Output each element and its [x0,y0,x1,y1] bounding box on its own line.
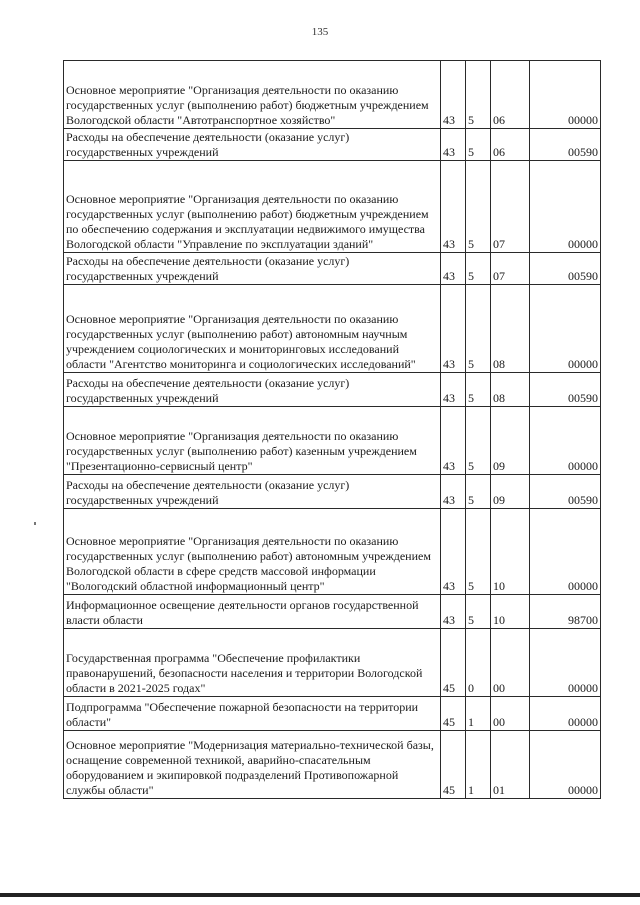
row-description: Расходы на обеспечение деятельности (оказание услуг) государственных учреждений [64,373,441,407]
row-code-1: 43 [441,509,466,595]
table-row [64,407,601,475]
row-code-2: 5 [466,595,491,629]
scan-edge-rule [0,893,640,897]
row-code-3: 06 [491,129,530,161]
row-description: Основное мероприятие "Организация деятельности по оказанию государственных услуг (выполнению работ) автономным учреждением Вологодской области в сфере средств массовой информации "Вологодский областной информационный центр" [64,509,441,595]
row-code-4: 00590 [530,253,601,285]
row-description: Подпрограмма "Обеспечение пожарной безопасности на территории области" [64,697,441,731]
row-code-1: 45 [441,731,466,799]
row-code-1: 43 [441,129,466,161]
row-description: Основное мероприятие "Модернизация материально-технической базы, оснащение современной техникой, аварийно-спасательным оборудованием и экипировкой подразделений Противопожарной службы области" [64,731,441,799]
table-row [64,629,601,697]
row-code-4: 00000 [530,161,601,253]
row-description: Расходы на обеспечение деятельности (оказание услуг) государственных учреждений [64,475,441,509]
row-code-2: 5 [466,253,491,285]
row-code-3: 10 [491,509,530,595]
table-row [64,161,601,253]
row-code-4: 00590 [530,475,601,509]
row-code-3: 09 [491,407,530,475]
row-description: Основное мероприятие "Организация деятельности по оказанию государственных услуг (выполнению работ) автономным научным учреждением социологических и мониторинговых исследований области "Агентство мониторинга и социологических исследований" [64,285,441,373]
row-code-1: 43 [441,373,466,407]
row-code-4: 00000 [530,731,601,799]
table-row [64,697,601,731]
row-code-2: 5 [466,161,491,253]
row-code-3: 09 [491,475,530,509]
row-description: Государственная программа "Обеспечение профилактики правонарушений, безопасности населения и территории Вологодской области в 2021-2025 годах" [64,629,441,697]
table-row [64,285,601,373]
row-code-2: 1 [466,731,491,799]
row-code-2: 5 [466,61,491,129]
row-code-1: 43 [441,285,466,373]
table-row [64,61,601,129]
row-code-3: 08 [491,373,530,407]
scan-speck [34,522,36,525]
row-code-1: 43 [441,61,466,129]
row-code-2: 5 [466,129,491,161]
table-row [64,509,601,595]
table-row [64,475,601,509]
row-description: Расходы на обеспечение деятельности (оказание услуг) государственных учреждений [64,253,441,285]
row-code-2: 5 [466,509,491,595]
row-code-4: 98700 [530,595,601,629]
row-code-1: 43 [441,407,466,475]
row-code-4: 00590 [530,373,601,407]
table-row [64,373,601,407]
row-code-4: 00000 [530,629,601,697]
row-description: Расходы на обеспечение деятельности (оказание услуг) государственных учреждений [64,129,441,161]
row-description: Основное мероприятие "Организация деятельности по оказанию государственных услуг (выполнению работ) казенным учреждением "Презентационно-сервисный центр" [64,407,441,475]
row-code-2: 5 [466,373,491,407]
row-code-1: 43 [441,253,466,285]
budget-classification-table [63,60,601,799]
row-code-2: 0 [466,629,491,697]
table-row [64,129,601,161]
row-description: Информационное освещение деятельности органов государственной власти области [64,595,441,629]
page-number: 135 [311,26,329,38]
row-code-4: 00000 [530,407,601,475]
row-code-4: 00000 [530,509,601,595]
row-code-4: 00590 [530,129,601,161]
row-code-4: 00000 [530,285,601,373]
row-code-1: 45 [441,629,466,697]
row-code-3: 00 [491,629,530,697]
row-code-3: 06 [491,61,530,129]
row-code-1: 43 [441,475,466,509]
row-code-2: 5 [466,285,491,373]
row-code-4: 00000 [530,697,601,731]
row-code-3: 01 [491,731,530,799]
row-code-1: 43 [441,595,466,629]
row-code-3: 10 [491,595,530,629]
row-code-1: 45 [441,697,466,731]
table-row [64,731,601,799]
row-code-3: 07 [491,253,530,285]
row-code-3: 00 [491,697,530,731]
row-code-2: 1 [466,697,491,731]
row-description: Основное мероприятие "Организация деятельности по оказанию государственных услуг (выполнению работ) бюджетным учреждением Вологодской области "Автотранспортное хозяйство" [64,61,441,129]
row-description: Основное мероприятие "Организация деятельности по оказанию государственных услуг (выполнению работ) бюджетным учреждением по обеспечению содержания и эксплуатации недвижимого имущества Вологодской области "Управление по эксплуатации зданий" [64,161,441,253]
row-code-3: 08 [491,285,530,373]
row-code-3: 07 [491,161,530,253]
table-row [64,595,601,629]
row-code-2: 5 [466,475,491,509]
row-code-1: 43 [441,161,466,253]
row-code-2: 5 [466,407,491,475]
row-code-4: 00000 [530,61,601,129]
table-row [64,253,601,285]
